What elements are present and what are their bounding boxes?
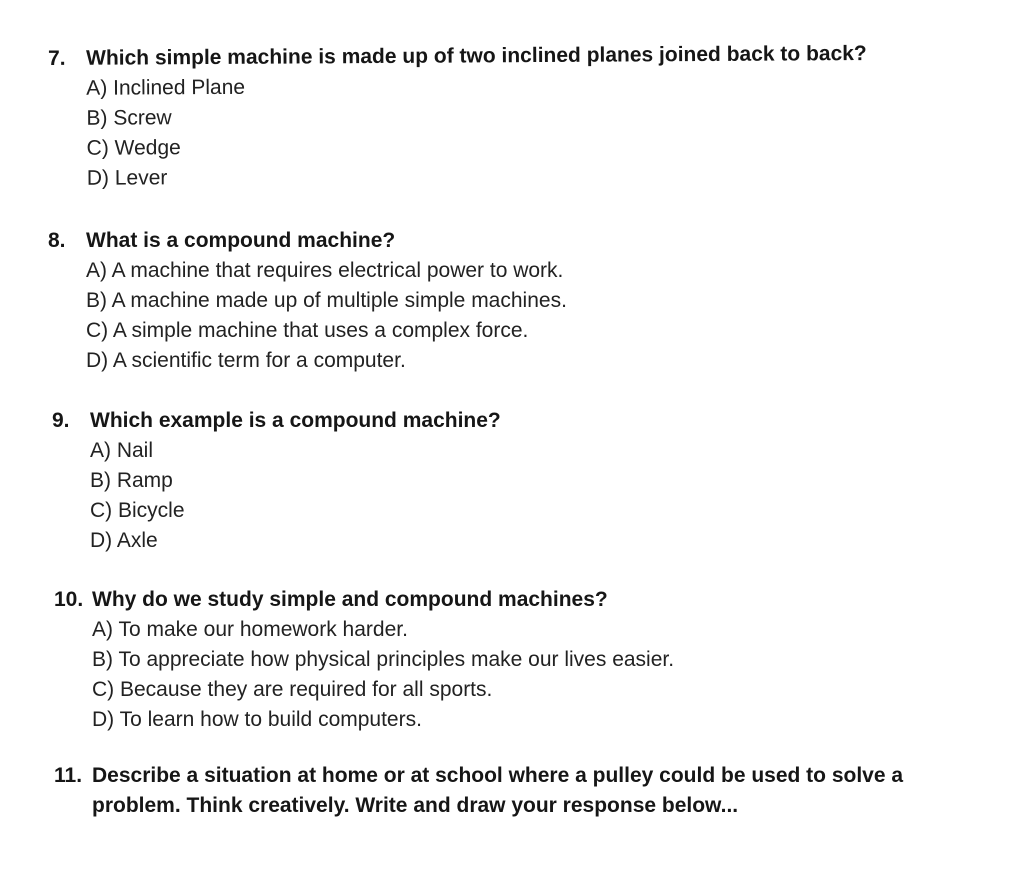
question-8-number: 8. [48, 229, 66, 252]
question-10-option-a: A) To make our homework harder. [92, 618, 408, 641]
question-7-option-d: D) Lever [86, 166, 168, 190]
question-8-options [48, 256, 988, 376]
question-8-option-c: C) A simple machine that uses a complex force. [86, 319, 529, 342]
question-9 [52, 406, 992, 556]
question-9-number: 9. [52, 409, 70, 432]
question-9-options [52, 436, 992, 556]
question-10-number: 10. [54, 588, 84, 611]
question-10-heading [54, 585, 994, 615]
question-11-text: Describe a situation at home or at school where a pulley could be used to solve a problem. Think creatively. Write and draw your response below... [92, 764, 904, 817]
question-10-option-b: B) To appreciate how physical principles make our lives easier. [92, 648, 675, 671]
question-10-text: Why do we study simple and compound machines? [92, 588, 608, 611]
question-9-option-c: C) Bicycle [90, 499, 185, 522]
question-7-option-c: C) Wedge [86, 136, 181, 160]
question-7 [48, 38, 989, 194]
question-7-option-a: A) Inclined Plane [86, 75, 246, 100]
question-8 [48, 226, 988, 376]
question-8-option-a: A) A machine that requires electrical power to work. [86, 259, 564, 282]
question-9-option-a: A) Nail [90, 439, 154, 462]
question-7-options [48, 68, 989, 194]
question-7-number: 7. [48, 46, 66, 70]
question-9-text: Which example is a compound machine? [90, 409, 501, 432]
question-10-options [54, 615, 994, 735]
question-7-heading [48, 38, 988, 74]
question-7-text: Which simple machine is made up of two inclined planes joined back to back? [86, 41, 867, 70]
question-8-option-d: D) A scientific term for a computer. [86, 349, 406, 372]
question-11-number: 11. [54, 764, 83, 787]
question-8-option-b: B) A machine made up of multiple simple machines. [86, 289, 567, 312]
question-8-text: What is a compound machine? [86, 229, 396, 252]
question-9-heading [52, 406, 992, 436]
question-10-option-c: C) Because they are required for all sports. [92, 678, 493, 701]
question-8-heading [48, 226, 988, 256]
question-9-option-b: B) Ramp [90, 469, 173, 492]
question-10 [54, 585, 994, 735]
question-9-option-d: D) Axle [90, 529, 158, 552]
question-11 [54, 761, 974, 821]
question-7-option-b: B) Screw [86, 106, 172, 130]
question-10-option-d: D) To learn how to build computers. [92, 708, 422, 731]
question-11-heading [54, 761, 974, 821]
